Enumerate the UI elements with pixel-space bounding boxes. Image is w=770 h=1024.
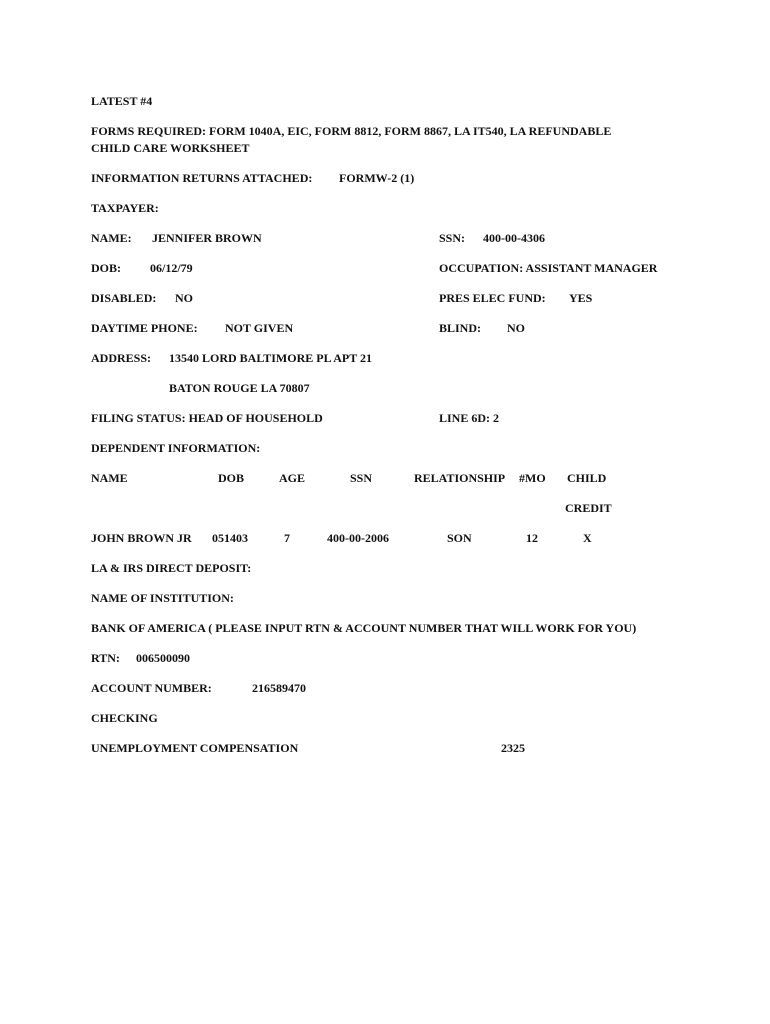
col-credit: CREDIT [565, 501, 612, 515]
forms-required-line2: CHILD CARE WORKSHEET [91, 141, 250, 155]
filing-status: FILING STATUS: HEAD OF HOUSEHOLD [91, 411, 323, 425]
info-returns-label: INFORMATION RETURNS ATTACHED: [91, 171, 313, 185]
pres-elec-fund-value: YES [569, 291, 593, 305]
latest-label: LATEST #4 [91, 94, 153, 108]
col-child: CHILD [567, 471, 607, 485]
disabled-label: DISABLED: [91, 291, 157, 305]
col-age: AGE [279, 471, 306, 485]
direct-deposit-heading: LA & IRS DIRECT DEPOSIT: [91, 561, 252, 575]
occupation: OCCUPATION: ASSISTANT MANAGER [439, 261, 658, 275]
rtn-value: 006500090 [136, 651, 190, 665]
institution-name: BANK OF AMERICA ( PLEASE INPUT RTN & ACCOUNT NUMBER THAT WILL WORK FOR YOU) [91, 621, 637, 635]
rtn-label: RTN: [91, 651, 120, 665]
col-name: NAME [91, 471, 128, 485]
line-6d: LINE 6D: 2 [439, 411, 500, 425]
dependent-name: JOHN BROWN JR [91, 531, 192, 545]
col-dob: DOB [218, 471, 245, 485]
dependent-months: 12 [526, 531, 538, 545]
info-returns-value: FORMW-2 (1) [339, 171, 415, 185]
col-ssn: SSN [350, 471, 373, 485]
name-label: NAME: [91, 231, 132, 245]
col-mo: #MO [519, 471, 546, 485]
dependent-heading: DEPENDENT INFORMATION: [91, 441, 261, 455]
forms-required-line1: FORMS REQUIRED: FORM 1040A, EIC, FORM 8812, FORM 8867, LA IT540, LA REFUNDABLE [91, 124, 612, 138]
address-line1: 13540 LORD BALTIMORE PL APT 21 [169, 351, 373, 365]
taxpayer-name: JENNIFER BROWN [152, 231, 262, 245]
blind-label: BLIND: [439, 321, 482, 335]
account-number-label: ACCOUNT NUMBER: [91, 681, 212, 695]
taxpayer-dob: 06/12/79 [150, 261, 193, 275]
account-type: CHECKING [91, 711, 158, 725]
dependent-ssn: 400-00-2006 [327, 531, 389, 545]
taxpayer-heading: TAXPAYER: [91, 201, 159, 215]
institution-label: NAME OF INSTITUTION: [91, 591, 234, 605]
ssn-label: SSN: [439, 231, 466, 245]
taxpayer-ssn: 400-00-4306 [483, 231, 545, 245]
unemployment-label: UNEMPLOYMENT COMPENSATION [91, 741, 299, 755]
dependent-credit-mark: X [583, 531, 592, 545]
pres-elec-fund-label: PRES ELEC FUND: [439, 291, 546, 305]
dob-label: DOB: [91, 261, 121, 275]
address-line2: BATON ROUGE LA 70807 [169, 381, 310, 395]
address-label: ADDRESS: [91, 351, 152, 365]
daytime-phone-value: NOT GIVEN [225, 321, 294, 335]
blind-value: NO [507, 321, 525, 335]
dependent-age: 7 [284, 531, 290, 545]
unemployment-value: 2325 [501, 741, 525, 755]
disabled-value: NO [175, 291, 193, 305]
dependent-relationship: SON [447, 531, 472, 545]
dependent-dob: 051403 [212, 531, 248, 545]
daytime-phone-label: DAYTIME PHONE: [91, 321, 198, 335]
col-relationship: RELATIONSHIP [414, 471, 506, 485]
account-number-value: 216589470 [252, 681, 306, 695]
